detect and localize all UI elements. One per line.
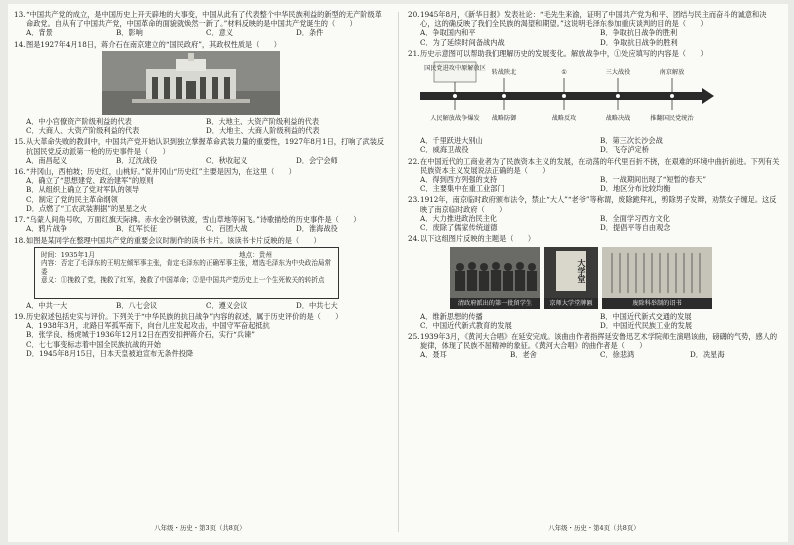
- timeline-bottom-label-2: 战略防御: [491, 115, 517, 123]
- option-a: A．聂耳: [420, 350, 447, 360]
- question-18: [14, 236, 386, 310]
- question-number: 22.: [408, 156, 420, 166]
- card-content: 内容：否定了毛泽东的王明左倾军事主张，肯定毛泽东的正确军事主张，增选毛泽东为中央政治局常委: [41, 259, 332, 276]
- question-stem: 1939年3月，《黄河大合唱》在延安完成。该曲由作者指挥延安鲁迅艺术学院师生演唱该曲，磅礴的气势，感人的旋律，体现了民族不屈精神的象征。《黄河大合唱》的曲作者是（ ）: [420, 331, 778, 351]
- option-b: B．中国近代新式交通的发展: [600, 311, 692, 321]
- option-a: A．争取国内和平: [420, 28, 476, 38]
- option-d: D．中国近代民族工业的发展: [600, 320, 693, 330]
- option-d: D．1945年8月15日，日本天皇被迫宣布无条件投降: [26, 348, 194, 358]
- card-significance: 意义：①挽救了党，挽救了红军，挽救了中国革命；②是中国共产党历史上一个生死攸关的转折点: [41, 276, 325, 285]
- option-b: B．张学良、杨虎城于1936年12月12日在西安扣押蒋介石，实行“兵谏”: [26, 330, 255, 340]
- option-c: C．七七事变标志着中国全民族抗战的开始: [26, 339, 161, 349]
- option-c: C．主要集中在重工业部门: [420, 184, 505, 194]
- timeline-diagram: [416, 60, 716, 134]
- timeline-bar: [420, 92, 702, 100]
- option-d: D．会宁会师: [296, 155, 338, 165]
- exam-sheet: [8, 4, 788, 542]
- option-d: D．大地主、大商人阶级利益的代表: [206, 126, 320, 136]
- question-stem: 1945年8月，《新华日报》发表社论：“毛先生来渝，证明了中国共产党为和平、团结与民主而奋斗的诚意和决心，这的确反映了我们全民族的渴望和期望。”这说明毛泽东参加重庆谈判的目的是（ ）: [420, 10, 767, 29]
- timeline-bottom-label-3: 战略反攻: [551, 115, 577, 123]
- question-number: 17.: [14, 215, 26, 225]
- option-b: B．从组织上确立了党对军队的领导: [26, 185, 140, 195]
- question-15: [14, 137, 386, 165]
- question-20: [408, 10, 780, 47]
- picture-caption-1: 清政府派出的第一批留学生: [450, 298, 540, 309]
- option-d: D．条件: [296, 28, 324, 38]
- option-a: A．维新思想的传播: [420, 311, 483, 321]
- overseas-students-photo: [450, 247, 540, 309]
- right-column: [408, 10, 780, 532]
- timeline-top-label-1: 国民党进攻中原解放区: [424, 65, 486, 73]
- option-b: B．红军长征: [116, 224, 158, 234]
- nanjing-government-photo: [102, 51, 280, 115]
- question-22: [408, 157, 780, 194]
- question-17: [14, 215, 386, 233]
- option-a: A．确立了“思想建党、政治建军”的原则: [26, 176, 154, 186]
- question-number: 23.: [408, 195, 420, 205]
- question-23: [408, 195, 780, 232]
- option-d: D．点燃了“工农武装割据”的星星之火: [26, 203, 147, 213]
- option-c: C．遵义会议: [206, 300, 248, 310]
- imperial-edict-photo: [602, 247, 712, 309]
- option-a: A．背景: [26, 28, 53, 38]
- question-14: [14, 40, 386, 136]
- question-stem: “中国共产党的成立，是中国历史上开天辟地的大事变，中国从此有了代表整个中华民族利益的新型的无产阶级革命政党。自从有了中国共产党，中国革命的面貌就焕然一新了。”材料反映的是中国共产党诞生的（ ）: [26, 10, 382, 29]
- question-stem: 在中国近代的工商业者为了民族资本主义的发展，在动荡的年代里百折不挠，在艰难的环境中曲折前进。下列有关民族资本主义发展说法正确的是（ ）: [420, 156, 780, 175]
- option-c: C．大商人、大资产阶级利益的代表: [26, 126, 140, 136]
- option-c: C．百团大战: [206, 224, 248, 234]
- question-number: 18.: [14, 235, 26, 245]
- timeline-arrow: [702, 88, 714, 104]
- option-d: D．中共七大: [296, 300, 338, 310]
- option-c: C．废除了儒家传统道德: [420, 223, 498, 233]
- timeline-top-label-2: 转战陕北: [491, 69, 517, 77]
- question-number: 15.: [14, 137, 26, 147]
- timeline-bottom-label-1: 人民解放战争爆发: [430, 115, 480, 123]
- reading-card: [34, 247, 339, 299]
- timeline-bottom-label-4: 战略决战: [605, 115, 631, 123]
- question-number: 16.: [14, 166, 26, 176]
- question-25: [408, 332, 780, 360]
- option-a: A．大力推进政治民主化: [420, 213, 498, 223]
- question-number: 21.: [408, 48, 420, 58]
- question-number: 24.: [408, 234, 420, 244]
- card-time: 时间：1935年1月: [41, 250, 95, 259]
- option-a: A．1938年3月，北路日军孤军南下，向台儿庄发起攻击，中国守军奋起抵抗: [26, 321, 270, 331]
- question-stem: 从大革命失败的教训中，中国共产党开始认识到独立掌握革命武装力量的重要性，1927年8月1日，打响了武装反抗国民党反动派第一枪的历史事件是（ ）: [26, 137, 385, 156]
- option-d: D．淮海战役: [296, 224, 338, 234]
- building-illustration: [102, 51, 280, 115]
- question-19: [14, 312, 386, 358]
- option-b: B．第三次长沙会战: [600, 136, 663, 146]
- picture-caption-2: 京师大学堂牌匾: [544, 298, 598, 309]
- option-d: D．提倡平等自由观念: [600, 223, 671, 233]
- page-footer-left: 八年级・历史・第3页（共8页）: [154, 524, 246, 532]
- question-number: 19.: [14, 311, 26, 321]
- option-a: A．南昌起义: [26, 155, 68, 165]
- timeline-top-label-5: 南京解放: [659, 69, 685, 77]
- option-b: B．大地主、大资产阶级利益的代表: [206, 116, 320, 126]
- option-b: B．一战期间出现了“短暂的春天”: [600, 174, 707, 184]
- option-c: C．威海卫战役: [420, 145, 469, 155]
- option-a: A．中共一大: [26, 300, 68, 310]
- question-16: [14, 167, 386, 213]
- option-a: A．千里跃进大别山: [420, 136, 483, 146]
- option-c: C．秋收起义: [206, 155, 248, 165]
- option-c: C．中国近代新式教育的发展: [420, 320, 512, 330]
- question-stem: 1912年，南京临时政府颁布法令，禁止“大人”“老爷”等称谓，废除跪拜礼，剪除男子发辫，劝禁女子缠足。这反映了南京临时政府（ ）: [420, 195, 777, 214]
- question-24: [408, 234, 780, 330]
- card-place: 地点：贵州: [239, 250, 272, 259]
- option-a: A．鸦片战争: [26, 224, 68, 234]
- question-stem: 历史叙述包括史实与评价。下列关于“中华民族的抗日战争”内容的叙述，属于历史评价的是（ ）: [26, 311, 343, 321]
- page-footer-right: 八年级・历史・第4页（共8页）: [548, 524, 640, 532]
- option-d: D．地区分布比较均衡: [600, 184, 671, 194]
- option-a: A．中小官僚资产阶级利益的代表: [26, 116, 132, 126]
- column-divider: [398, 12, 399, 532]
- question-number: 14.: [14, 39, 26, 49]
- question-stem: “乌蒙人间角号吹，万面红旗天际拂。赤水金沙铜铁渡，雪山草地等闲飞。”诗歌描绘的历史事件是（ ）: [26, 215, 361, 225]
- option-d: D．冼星海: [690, 350, 725, 360]
- education-picture-group: [450, 247, 780, 309]
- university-plaque-photo: [544, 247, 598, 309]
- question-number: 25.: [408, 331, 420, 341]
- question-number: 13.: [14, 10, 26, 19]
- option-c: C．制定了党的民主革命纲领: [26, 194, 118, 204]
- question-stem: “井冈山，西柏坡；历史红，山桃好。”说井冈山“历史红”主要是因为，在这里（ ）: [26, 166, 296, 176]
- picture-caption-3: 废除科举制的诏书: [602, 298, 712, 309]
- question-13: [14, 10, 386, 38]
- question-stem: 以下这组图片反映的主题是（ ）: [420, 234, 536, 244]
- timeline-bottom-label-5: 推翻国民党统治: [650, 115, 694, 123]
- option-c: C．为了延续时间备战内战: [420, 37, 505, 47]
- option-d: D．争取抗日战争的胜利: [600, 37, 678, 47]
- option-b: B．辽沈战役: [116, 155, 158, 165]
- question-number: 20.: [408, 10, 420, 19]
- timeline-top-label-3: ①: [561, 69, 567, 77]
- question-stem: 如图是某同学在整理中国共产党的重要会议时制作的读书卡片。该读书卡片反映的是（ ）: [26, 235, 321, 245]
- option-d: D．飞夺泸定桥: [600, 145, 649, 155]
- option-b: B．争取抗日战争的胜利: [600, 28, 678, 38]
- plaque-inscription: 大学堂: [577, 258, 586, 283]
- option-c: C．意义: [206, 28, 234, 38]
- question-stem: 历史示意图可以帮助我们理解历史的发展变化。解放战争中，①处应填写的内容是（ ）: [420, 48, 708, 58]
- option-c: C．徐悲鸿: [600, 350, 635, 360]
- liberation-war-timeline: [416, 60, 716, 134]
- timeline-top-label-4: 三大战役: [605, 69, 631, 77]
- option-a: A．得到西方列强的支持: [420, 174, 498, 184]
- option-b: B．老舍: [510, 350, 537, 360]
- question-stem: 图是1927年4月18日，蒋介石在南京建立的“国民政府”，其政权性质是（ ）: [26, 39, 281, 49]
- option-b: B．影响: [116, 28, 143, 38]
- question-21: [408, 49, 780, 155]
- left-column: [14, 10, 386, 532]
- option-b: B．八七会议: [116, 300, 158, 310]
- option-b: B．全面学习西方文化: [600, 213, 670, 223]
